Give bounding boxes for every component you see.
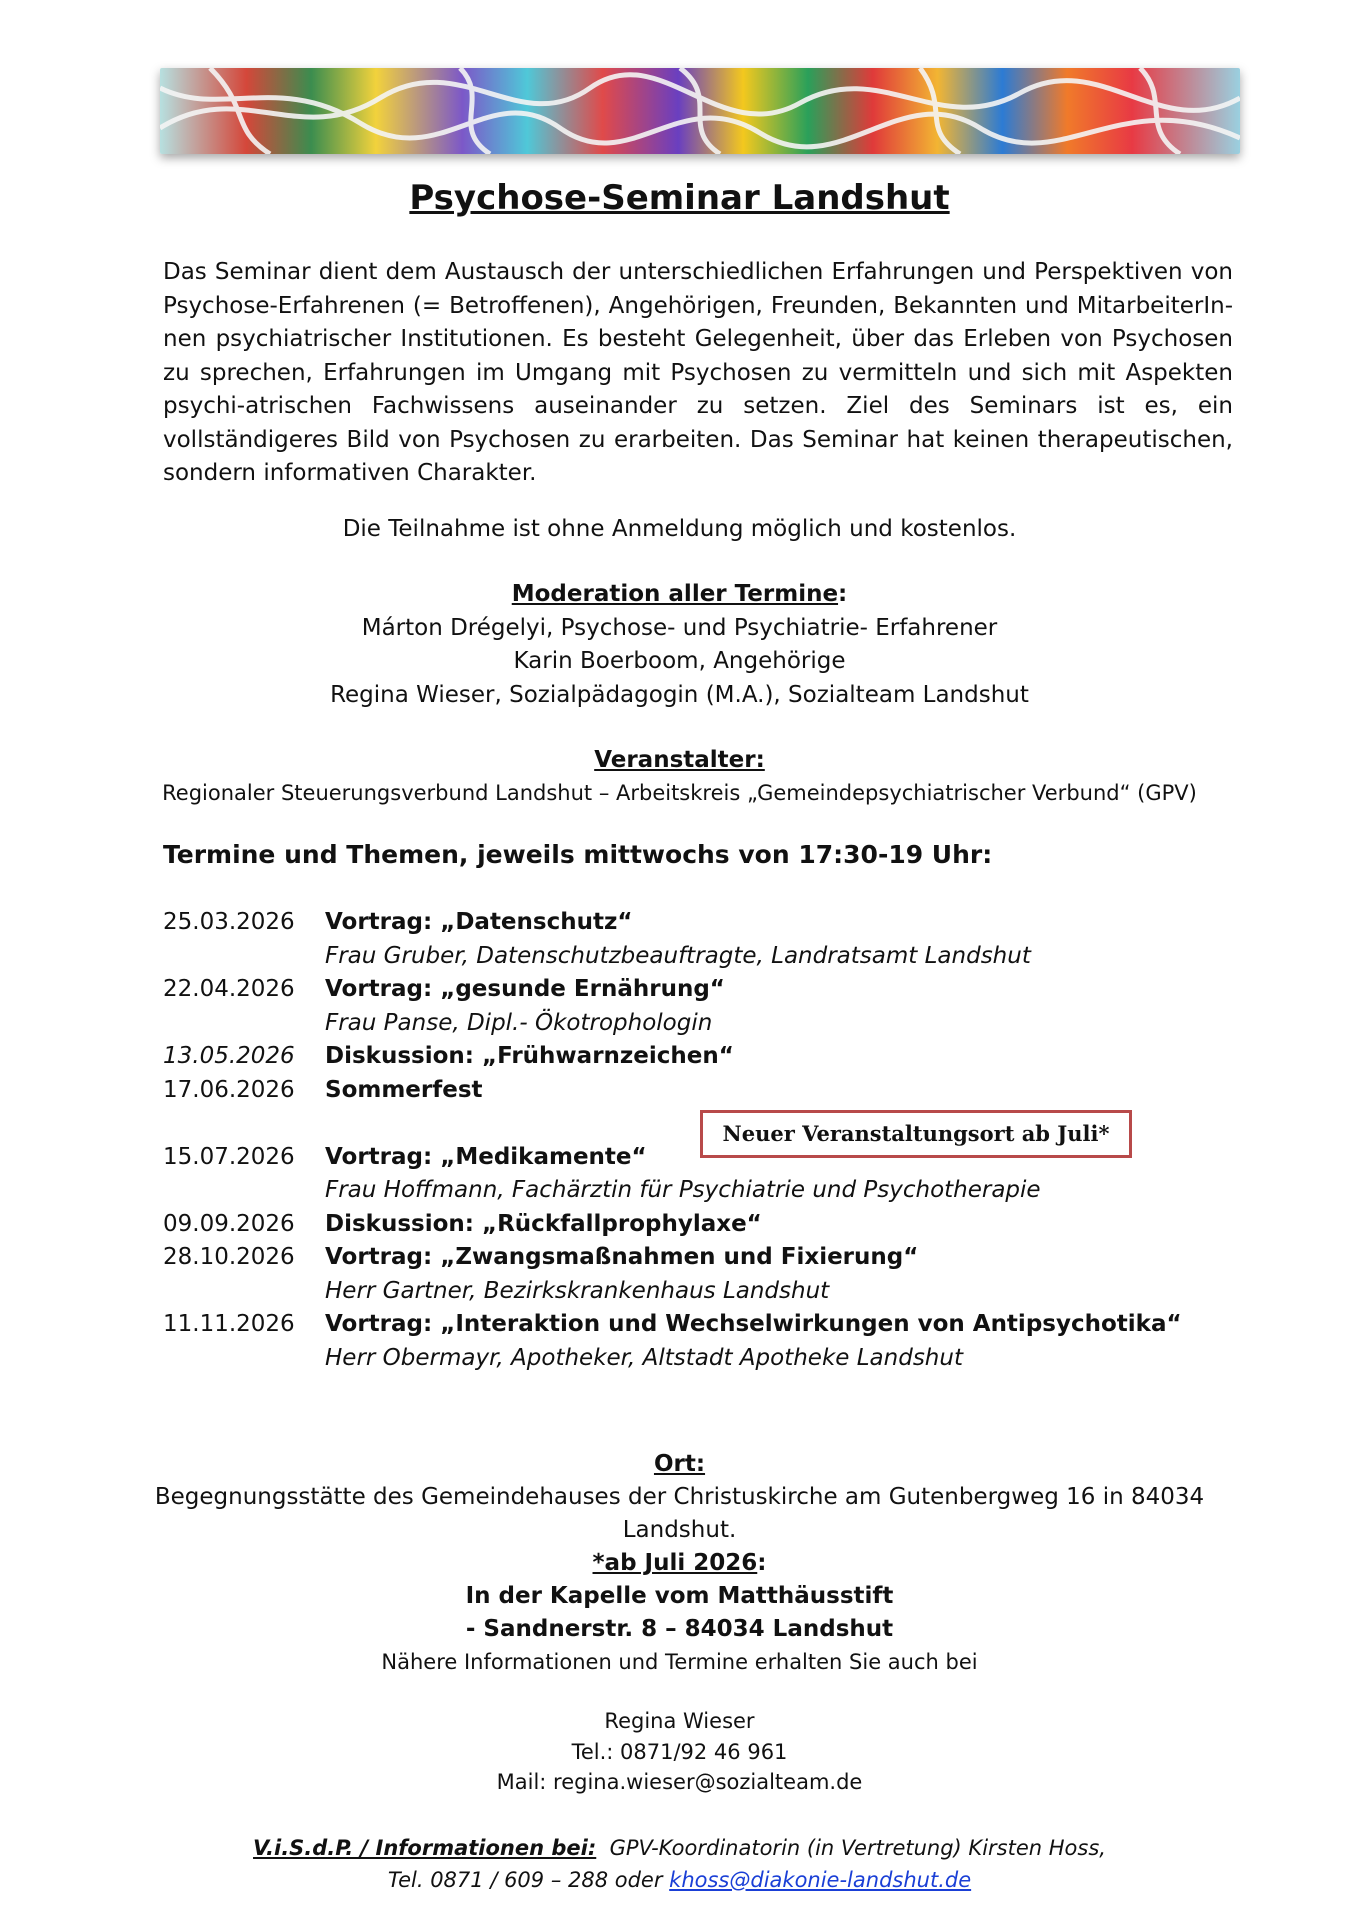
- footer-imprint: [0, 1832, 1359, 1896]
- schedule-heading: Termine und Themen, jeweils mittwochs von 17:30-19 Uhr:: [163, 840, 993, 869]
- location-line-2: Landshut.: [622, 1517, 737, 1543]
- schedule-row: 09.09.2026 Diskussion: „Rückfallprophylaxe“: [163, 1210, 762, 1237]
- new-location-line-2: - Sandnerstr. 8 – 84034 Landshut: [465, 1616, 894, 1642]
- footer-line-1: V.i.S.d.P. / Informationen bei: GPV-Koordinatorin (in Vertretung) Kirsten Hoss,: [253, 1836, 1106, 1860]
- contact-phone: Tel.: 0871/92 46 961: [571, 1739, 788, 1764]
- contact-name: Regina Wieser: [604, 1709, 755, 1733]
- info-note: Nähere Informationen und Termine erhalten Sie auch bei: [381, 1650, 978, 1674]
- header-banner-image: [160, 68, 1240, 154]
- moderator-2: Karin Boerboom, Angehörige: [513, 648, 846, 674]
- footer-label: V.i.S.d.P. / Informationen bei:: [253, 1836, 597, 1860]
- schedule-speaker: Herr Obermayr, Apotheker, Altstadt Apotheke Landshut: [325, 1344, 963, 1371]
- moderator-3: Regina Wieser, Sozialpädagogin (M.A.), Sozialteam Landshut: [330, 681, 1029, 708]
- location-heading: Ort:: [653, 1451, 706, 1477]
- schedule-row: 15.07.2026 Vortrag: „Medikamente“: [163, 1143, 647, 1170]
- location-section: [0, 1448, 1359, 1679]
- footer-email-link[interactable]: khoss@diakonie-landshut.de: [669, 1868, 972, 1892]
- participation-note: Die Teilnahme ist ohne Anmeldung möglich und kostenlos.: [342, 516, 1017, 542]
- footer-line-2: Tel. 0871 / 609 – 288 oder khoss@diakonie-landshut.de: [387, 1868, 972, 1892]
- contact-section: [0, 1706, 1359, 1798]
- schedule-speaker: Frau Hoffmann, Fachärztin für Psychiatrie und Psychotherapie: [325, 1177, 1041, 1203]
- contact-mail: Mail: regina.wieser@sozialteam.de: [496, 1770, 863, 1794]
- schedule-row: 28.10.2026 Vortrag: „Zwangsmaßnahmen und Fixierung“: [163, 1244, 919, 1270]
- new-location-notice: Neuer Veranstaltungsort ab Juli*: [700, 1110, 1132, 1158]
- schedule-speaker: Herr Gartner, Bezirkskrankenhaus Landshut: [325, 1277, 830, 1304]
- schedule-speaker: Frau Panse, Dipl.- Ökotrophologin: [325, 1009, 713, 1036]
- organizer-text: Regionaler Steuerungsverbund Landshut – Arbeitskreis „Gemeindepsychiatrischer Verbund“ (GPV): [162, 781, 1197, 805]
- location-line-1: Begegnungsstätte des Gemeindehauses der Christuskirche am Gutenbergweg 16 in 84034: [154, 1484, 1205, 1510]
- schedule-row: 25.03.2026 Vortrag: „Datenschutz“: [163, 909, 633, 935]
- new-location-line-1: In der Kapelle vom Matthäusstift: [465, 1583, 894, 1609]
- schedule-row: 22.04.2026 Vortrag: „gesunde Ernährung“: [163, 976, 725, 1002]
- page-title: Psychose-Seminar Landshut: [409, 178, 950, 218]
- schedule-row: 11.11.2026 Vortrag: „Interaktion und Wechselwirkungen von Antipsychotika“: [163, 1311, 1182, 1337]
- moderation-section: [0, 578, 1359, 712]
- organizer-section: [0, 744, 1359, 810]
- schedule-row: 13.05.2026 Diskussion: „Frühwarnzeichen“: [163, 1043, 734, 1069]
- intro-paragraph: Das Seminar dient dem Austausch der unterschiedlichen Erfahrungen und Perspektiven von Psychose-Erfahrenen (= Betroffenen), Angehörigen, Freunden, Bekannten und MitarbeiterIn-nen psychiatrischer Institutionen. Es besteht Gelegenheit, über das Erleben von Psychosen zu sprechen, Erfahrungen im Umgang mit Psychosen zu vermitteln und sich mit Aspekten psychi-atrischen Fachwissens auseinander zu setzen. Ziel des Seminars ist es, ein vollständigeres Bild von Psychosen zu erarbeiten. Das Seminar hat keinen therapeutischen, sondern informativen Charakter.: [163, 259, 1233, 486]
- moderator-1: Márton Drégelyi, Psychose- und Psychiatrie- Erfahrener: [361, 614, 998, 641]
- new-location-heading: *ab Juli 2026:: [592, 1550, 767, 1576]
- organizer-heading: Veranstalter:: [594, 747, 765, 773]
- moderation-heading: Moderation aller Termine:: [511, 581, 848, 607]
- schedule-speaker: Frau Gruber, Datenschutzbeauftragte, Landratsamt Landshut: [325, 942, 1031, 969]
- schedule-row: 17.06.2026 Sommerfest: [163, 1076, 483, 1103]
